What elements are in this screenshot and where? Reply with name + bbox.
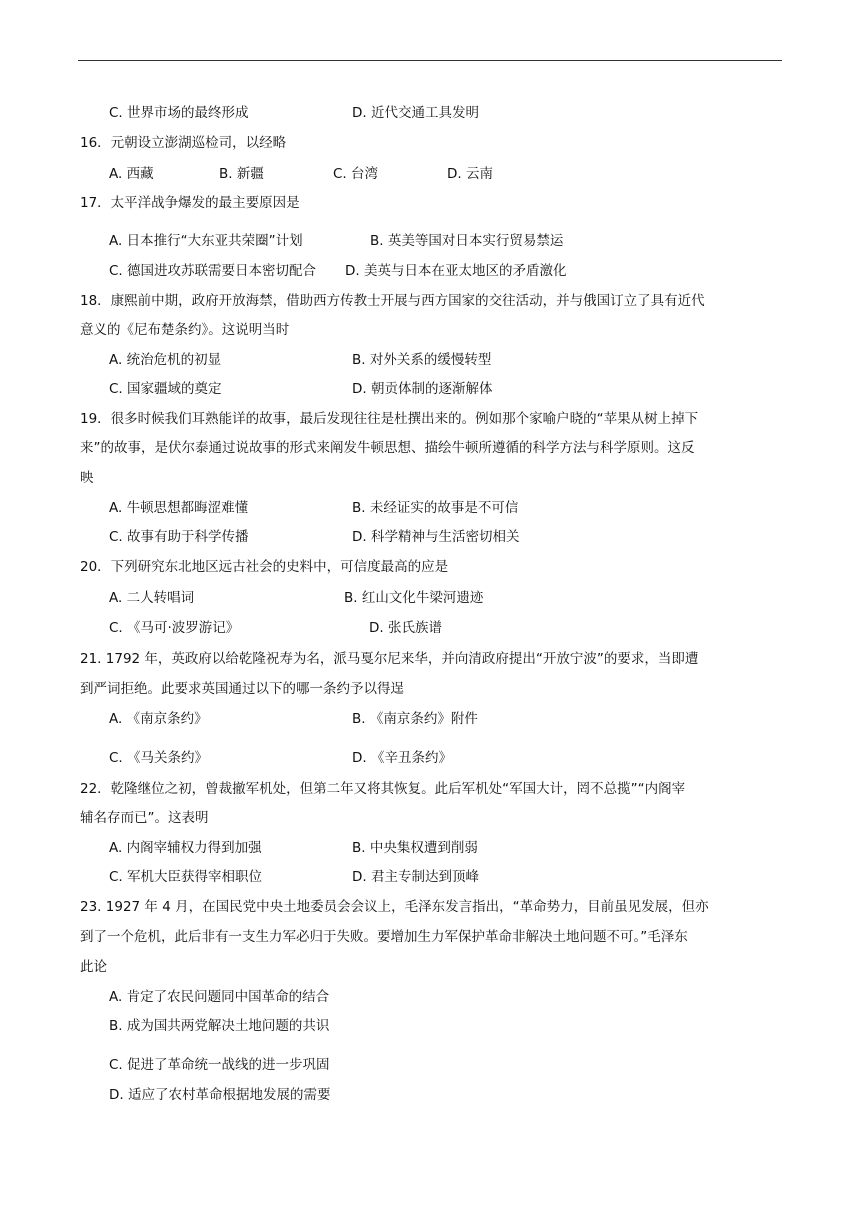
option-18-d: D. 朝贡体制的逐渐解体: [352, 381, 493, 397]
option-17-b: B. 英美等国对日本实行贸易禁运: [370, 233, 564, 249]
option-16-c: C. 台湾: [333, 166, 379, 182]
question-21-stem-line-1: 21. 1792 年，英政府以给乾隆祝寿为名，派马戛尔尼来华，并向清政府提出“开放宁波”的要求，当即遭: [80, 651, 699, 667]
question-22-stem-line-1: 22．乾隆继位之初，曾裁撤军机处，但第二年又将其恢复。此后军机处“军国大计，罔不总揽”“内阁宰: [80, 781, 686, 797]
option-16-a: A. 西藏: [109, 166, 154, 182]
option-15-c: C. 世界市场的最终形成: [109, 105, 249, 121]
option-18-b: B. 对外关系的缓慢转型: [352, 352, 492, 368]
question-23-stem-line-3: 此论: [80, 959, 107, 975]
option-18-c: C. 国家疆域的奠定: [109, 381, 222, 397]
option-17-d: D. 美英与日本在亚太地区的矛盾激化: [345, 263, 567, 279]
question-17-stem: 17．太平洋战争爆发的最主要原因是: [80, 195, 300, 211]
option-21-b: B. 《南京条约》附件: [352, 711, 478, 727]
question-23-stem-line-1: 23. 1927 年 4 月，在国民党中央土地委员会会议上，毛泽东发言指出，“革命势力，目前虽见发展，但亦: [80, 899, 709, 915]
option-17-c: C. 德国进攻苏联需要日本密切配合: [109, 263, 317, 279]
option-21-c: C. 《马关条约》: [109, 750, 209, 766]
question-22-stem-line-2: 辅名存而已”。这表明: [80, 810, 209, 826]
option-21-a: A. 《南京条约》: [109, 711, 208, 727]
question-19-stem-line-1: 19．很多时候我们耳熟能详的故事，最后发现往往是杜撰出来的。例如那个家喻户晓的“苹果从树上掉下: [80, 411, 699, 427]
option-21-d: D. 《辛丑条约》: [352, 750, 452, 766]
option-20-b: B. 红山文化牛梁河遗迹: [344, 590, 484, 606]
option-22-a: A. 内阁宰辅权力得到加强: [109, 840, 262, 856]
option-19-d: D. 科学精神与生活密切相关: [352, 529, 520, 545]
question-23-stem-line-2: 到了一个危机，此后非有一支生力军必归于失败。要增加生力军保护革命非解决土地问题不可。”毛泽东: [80, 929, 688, 945]
question-20-stem: 20．下列研究东北地区远古社会的史料中，可信度最高的应是: [80, 559, 449, 575]
question-16-stem: 16．元朝设立澎湖巡检司，以经略: [80, 135, 287, 151]
option-23-c: C. 促进了革命统一战线的进一步巩固: [109, 1057, 330, 1073]
option-19-a: A. 牛顿思想都晦涩难懂: [109, 500, 249, 516]
option-16-d: D. 云南: [447, 166, 493, 182]
option-17-a: A. 日本推行“大东亚共荣圈”计划: [109, 233, 303, 249]
option-19-c: C. 故事有助于科学传播: [109, 529, 249, 545]
header-rule: [78, 60, 782, 61]
question-21-stem-line-2: 到严词拒绝。此要求英国通过以下的哪一条约予以得逞: [80, 681, 404, 697]
option-22-c: C. 军机大臣获得宰相职位: [109, 869, 263, 885]
option-22-b: B. 中央集权遭到削弱: [352, 840, 478, 856]
option-16-b: B. 新疆: [219, 166, 264, 182]
option-23-d: D. 适应了农村革命根据地发展的需要: [109, 1087, 331, 1103]
option-19-b: B. 未经证实的故事是不可信: [352, 500, 519, 516]
option-23-b: B. 成为国共两党解决土地问题的共识: [109, 1018, 330, 1034]
option-23-a: A. 肯定了农民问题同中国革命的结合: [109, 989, 330, 1005]
option-18-a: A. 统治危机的初显: [109, 352, 222, 368]
question-18-stem-line-1: 18．康熙前中期，政府开放海禁，借助西方传教士开展与西方国家的交往活动，并与俄国订立了具有近代: [80, 293, 705, 309]
option-20-c: C. 《马可·波罗游记》: [109, 620, 240, 636]
question-19-stem-line-3: 映: [80, 470, 94, 486]
option-22-d: D. 君主专制达到顶峰: [352, 869, 479, 885]
option-15-d: D. 近代交通工具发明: [352, 105, 479, 121]
question-18-stem-line-2: 意义的《尼布楚条约》。这说明当时: [80, 322, 290, 338]
option-20-d: D. 张氏族谱: [369, 620, 442, 636]
option-20-a: A. 二人转唱词: [109, 590, 195, 606]
question-19-stem-line-2: 来”的故事，是伏尔泰通过说故事的形式来阐发牛顿思想、描绘牛顿所遵循的科学方法与科学原则。这反: [80, 440, 695, 456]
